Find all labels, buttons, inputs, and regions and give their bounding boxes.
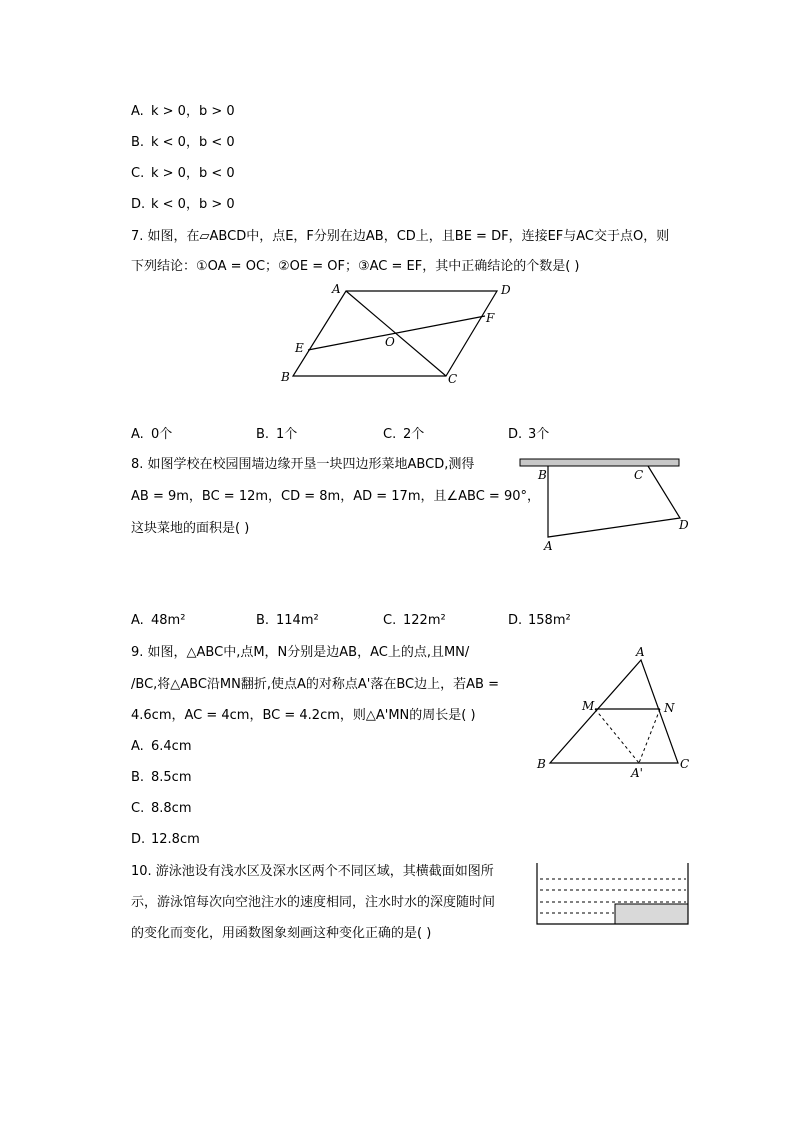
q7-option-a: A. 0个 [131, 427, 173, 442]
q7-label-o: O [385, 335, 395, 349]
q7-option-c: C. 2个 [383, 427, 425, 442]
q7-label-d: D [501, 283, 511, 297]
q7-option-b: B. 1个 [256, 427, 298, 442]
q10-stem-line1: 10. 游泳池设有浅水区及深水区两个不同区域，其横截面如图所 [131, 864, 494, 879]
q9-label-b: B [537, 757, 546, 771]
q9-option-d: D. 12.8cm [131, 832, 200, 847]
q9-label-a-prime: A' [631, 766, 643, 780]
q7-label-b: B [281, 370, 290, 384]
q8-option-b: B. 114m² [256, 613, 319, 628]
q7-label-a: A [332, 282, 341, 296]
q6-option-d: D. k < 0，b > 0 [131, 197, 235, 212]
q9-option-b: B. 8.5cm [131, 770, 192, 785]
q9-label-a: A [636, 645, 645, 659]
q9-stem-line3: 4.6cm，AC = 4cm，BC = 4.2cm，则△A'MN的周长是( ) [131, 708, 476, 723]
q10-stem-line3: 的变化而变化，用函数图象刻画这种变化正确的是( ) [131, 926, 432, 941]
q9-stem-line2: /BC,将△ABC沿MN翻折,使点A的对称点A'落在BC边上，若AB = [131, 677, 499, 692]
q7-option-d: D. 3个 [508, 427, 550, 442]
q9-option-a: A. 6.4cm [131, 739, 192, 754]
q9-stem-line1: 9. 如图，△ABC中,点M，N分别是边AB，AC上的点,且MN/ [131, 645, 470, 660]
q7-label-c: C [448, 372, 458, 386]
q8-option-a: A. 48m² [131, 613, 186, 628]
q8-option-c: C. 122m² [383, 613, 446, 628]
q9-label-n: N [664, 701, 675, 715]
q9-option-c: C. 8.8cm [131, 801, 192, 816]
q8-label-a: A [544, 539, 553, 553]
q8-stem-line3: 这块菜地的面积是( ) [131, 521, 250, 536]
q7-stem-line2: 下列结论：①OA = OC；②OE = OF；③AC = EF，其中正确结论的个数是( ) [131, 259, 580, 274]
q10-stem-line2: 示，游泳馆每次向空池注水的速度相同，注水时水的深度随时间 [131, 895, 496, 910]
q8-label-d: D [679, 518, 689, 532]
q8-label-b: B [538, 468, 547, 482]
q9-label-m: M [582, 699, 595, 713]
q9-label-c: C [680, 757, 690, 771]
q7-stem-line1: 7. 如图，在▱ABCD中，点E，F分别在边AB，CD上，且BE = DF，连接EF与AC交于点O，则 [131, 229, 670, 244]
q10-shallow-area [615, 904, 688, 924]
q7-label-f: F [486, 311, 495, 325]
q7-label-e: E [295, 341, 304, 355]
q8-label-c: C [634, 468, 644, 482]
q8-stem-line1: 8. 如图学校在校园围墙边缘开垦一块四边形菜地ABCD,测得 [131, 457, 475, 472]
q6-option-c: C. k > 0，b < 0 [131, 166, 235, 181]
q8-stem-line2: AB = 9m，BC = 12m，CD = 8m，AD = 17m，且∠ABC = 90°， [131, 489, 540, 504]
q6-option-a: A. k > 0，b > 0 [131, 104, 235, 119]
q6-option-b: B. k < 0，b < 0 [131, 135, 235, 150]
q8-option-d: D. 158m² [508, 613, 571, 628]
